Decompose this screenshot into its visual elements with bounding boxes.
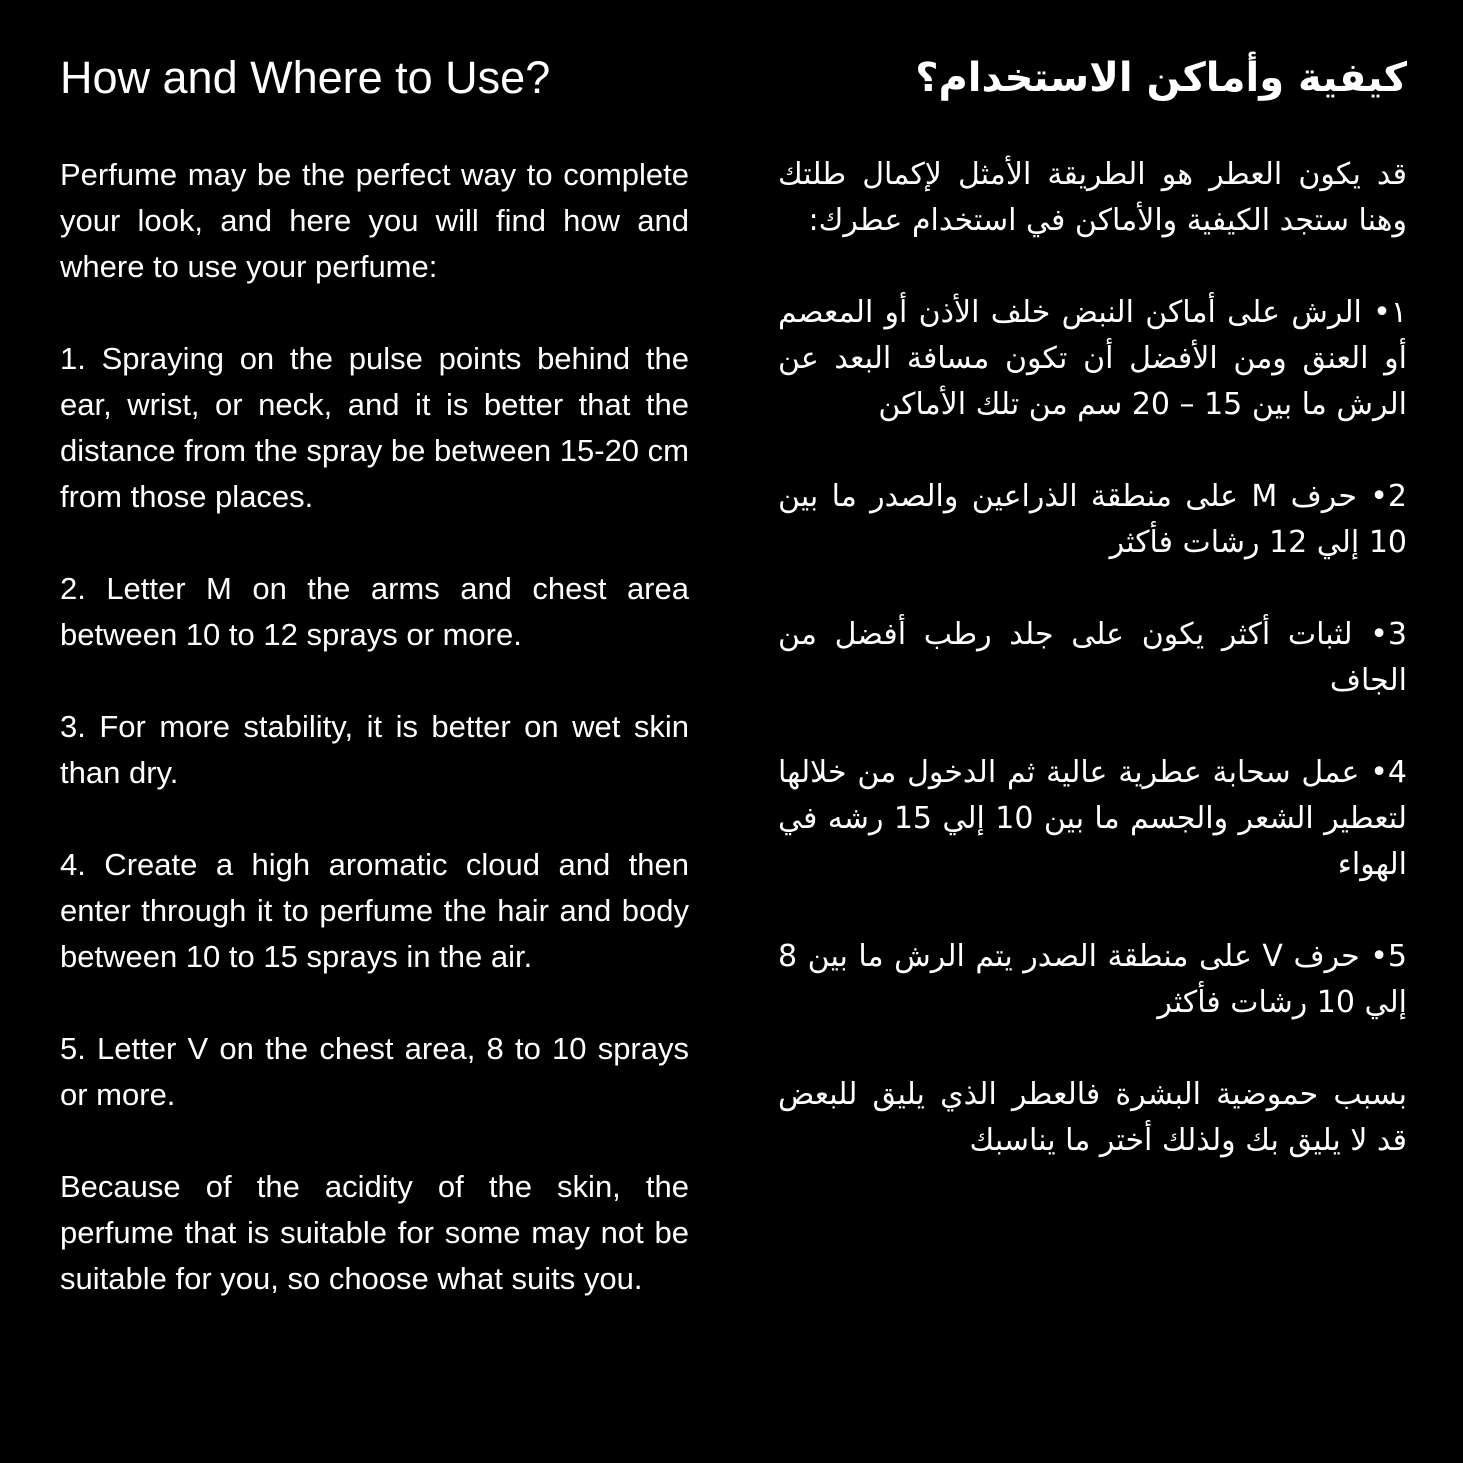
arabic-title: كيفية وأماكن الاستخدام؟ (915, 55, 1407, 101)
arabic-note: بسبب حموضية البشرة فالعطر الذي يليق للبعض قد لا يليق بك ولذلك أختر ما يناسبك (778, 1077, 1407, 1158)
english-step-5: 5. Letter V on the chest area, 8 to 10 sprays or more. (60, 1031, 689, 1112)
arabic-step-3: 3• لثبات أكثر يكون على جلد رطب أفضل من الجاف (778, 617, 1407, 698)
english-step-2: 2. Letter M on the arms and chest area between 10 to 12 sprays or more. (60, 571, 689, 652)
english-step-4: 4. Create a high aromatic cloud and then enter through it to perfume the hair and body between 10 to 15 sprays in the air. (60, 847, 689, 974)
arabic-step-5: 5• حرف V على منطقة الصدر يتم الرش ما بين 8 إلي 10 رشات فأكثر (778, 939, 1407, 1020)
arabic-step-1: ١• الرش على أماكن النبض خلف الأذن أو المعصم أو العنق ومن الأفضل أن تكون مسافة البعد عن الرش ما بين 15 – 20 سم من تلك الأماكن (778, 295, 1407, 422)
english-step-1: 1. Spraying on the pulse points behind the ear, wrist, or neck, and it is better that the distance from the spray be between 15-20 cm from those places. (60, 341, 689, 514)
arabic-step-4: 4• عمل سحابة عطرية عالية ثم الدخول من خلالها لتعطير الشعر والجسم ما بين 10 إلي 15 رشه في الهواء (778, 755, 1407, 882)
english-title: How and Where to Use? (60, 52, 551, 103)
english-column (60, 48, 689, 1348)
arabic-step-2: 2• حرف M على منطقة الذراعين والصدر ما بين 10 إلي 12 رشات فأكثر (778, 479, 1407, 560)
arabic-column (778, 48, 1407, 1210)
english-note: Because of the acidity of the skin, the perfume that is suitable for some may not be suitable for you, so choose what suits you. (60, 1169, 689, 1296)
english-intro: Perfume may be the perfect way to complete your look, and here you will find how and where to use your perfume: (60, 157, 689, 284)
arabic-intro: قد يكون العطر هو الطريقة الأمثل لإكمال طلتك وهنا ستجد الكيفية والأماكن في استخدام عطرك: (778, 157, 1407, 238)
english-step-3: 3. For more stability, it is better on wet skin than dry. (60, 709, 689, 790)
